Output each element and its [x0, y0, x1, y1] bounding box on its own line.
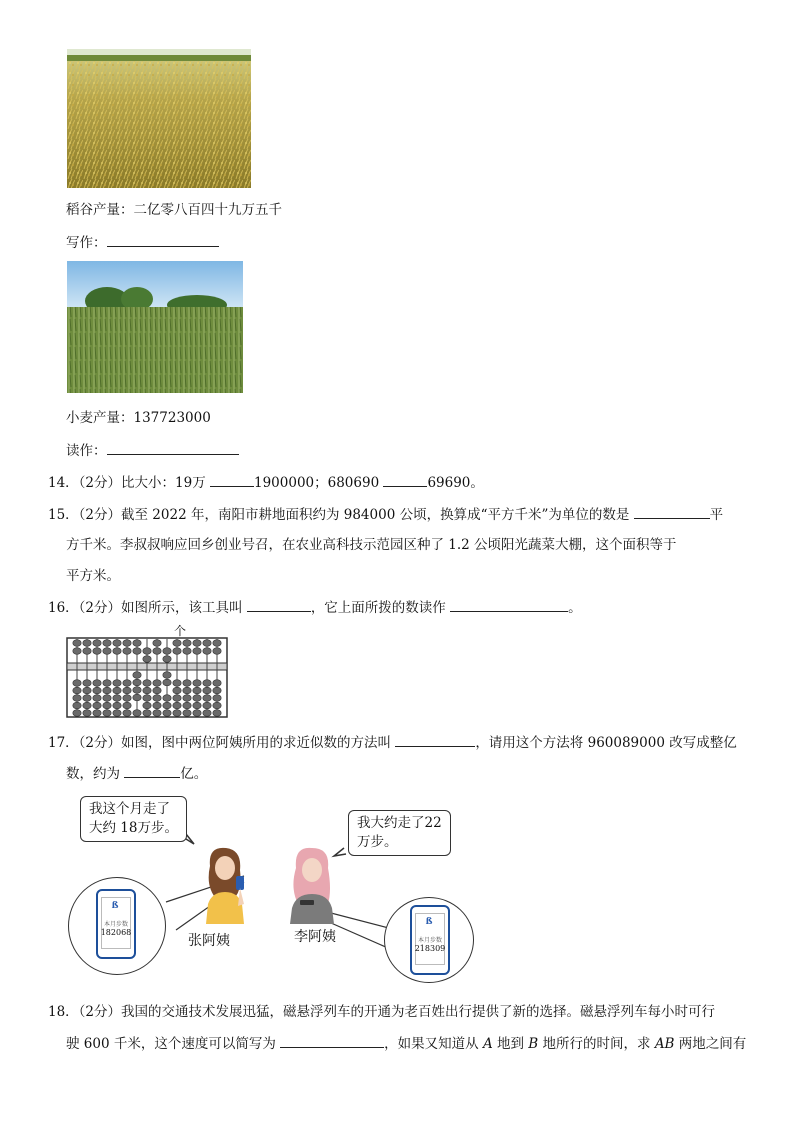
- question-17-line-2: [66, 763, 207, 784]
- phone-li: [410, 905, 450, 975]
- abacus-upper-bead[interactable]: [83, 640, 91, 647]
- abacus-lower-bead[interactable]: [193, 687, 201, 694]
- abacus-lower-bead[interactable]: [83, 702, 91, 709]
- abacus-upper-bead[interactable]: [73, 648, 81, 655]
- abacus-lower-bead[interactable]: [163, 710, 171, 717]
- abacus-lower-bead[interactable]: [113, 687, 121, 694]
- question-15-line-2: 方千米。李叔叔响应回乡创业号召，在农业高科技示范园区种了 1.2 公顷阳光蔬菜大棚，这个面积等于: [66, 537, 677, 553]
- abacus-upper-bead[interactable]: [133, 640, 141, 647]
- abacus-upper-bead[interactable]: [133, 648, 141, 655]
- abacus-upper-bead[interactable]: [113, 648, 121, 655]
- q18-text-a: 驶 600 千米，这个速度可以简写为: [66, 1036, 281, 1052]
- abacus-lower-bead[interactable]: [113, 680, 121, 687]
- name-aunt-zhang: 张阿姨: [188, 933, 230, 949]
- rice-write-blank[interactable]: [107, 232, 219, 247]
- abacus-upper-bead[interactable]: [143, 648, 151, 655]
- q16-text-a: 16．（2分）如图所示，该工具叫: [48, 600, 247, 616]
- walking-steps-illustration: [66, 792, 476, 984]
- abacus-lower-bead[interactable]: [133, 694, 141, 701]
- abacus-lower-bead[interactable]: [123, 680, 131, 687]
- abacus-lower-bead[interactable]: [143, 687, 151, 694]
- abacus-upper-bead[interactable]: [183, 648, 191, 655]
- point-a-label: A: [482, 1036, 493, 1052]
- abacus-lower-bead[interactable]: [193, 702, 201, 709]
- q17-blank-1[interactable]: [395, 732, 475, 747]
- abacus-lower-bead[interactable]: [153, 702, 161, 709]
- abacus-upper-bead[interactable]: [83, 648, 91, 655]
- abacus-upper-bead[interactable]: [103, 640, 111, 647]
- abacus-upper-bead[interactable]: [203, 640, 211, 647]
- abacus-lower-bead[interactable]: [193, 680, 201, 687]
- q14-text-b: 1900000；680690: [254, 475, 384, 491]
- abacus-lower-bead[interactable]: [183, 680, 191, 687]
- ones-place-marker: 个: [174, 624, 187, 638]
- abacus-lower-bead[interactable]: [183, 710, 191, 717]
- phone-zhang-steps: 182068: [100, 928, 132, 937]
- abacus-lower-bead[interactable]: [93, 695, 101, 702]
- abacus-lower-bead[interactable]: [143, 710, 151, 717]
- speech-bubble-zhang: [80, 796, 187, 842]
- abacus-lower-bead[interactable]: [73, 710, 81, 717]
- abacus-lower-bead[interactable]: [83, 687, 91, 694]
- abacus-lower-bead[interactable]: [123, 710, 131, 717]
- aunt-zhang-figure: [192, 844, 256, 924]
- q14-blank-2[interactable]: [383, 472, 427, 487]
- abacus-lower-bead[interactable]: [83, 695, 91, 702]
- q18-text-d: 地到: [492, 1036, 529, 1052]
- abacus-lower-bead[interactable]: [193, 695, 201, 702]
- abacus-lower-bead[interactable]: [113, 710, 121, 717]
- question-14: [48, 472, 484, 493]
- abacus-upper-bead[interactable]: [173, 648, 181, 655]
- aunt-li-figure: [282, 844, 344, 924]
- abacus-lower-bead[interactable]: [173, 710, 181, 717]
- abacus-lower-bead[interactable]: [123, 702, 131, 709]
- abacus-lower-bead[interactable]: [133, 710, 141, 717]
- abacus-lower-bead[interactable]: [113, 702, 121, 709]
- abacus-lower-bead[interactable]: [153, 710, 161, 717]
- abacus-lower-bead[interactable]: [213, 695, 221, 702]
- abacus-lower-bead[interactable]: [173, 702, 181, 709]
- abacus-upper-bead[interactable]: [163, 656, 171, 663]
- abacus-lower-bead[interactable]: [193, 710, 201, 717]
- abacus-upper-bead[interactable]: [123, 640, 131, 647]
- abacus-upper-bead[interactable]: [153, 648, 161, 655]
- abacus-lower-bead[interactable]: [183, 695, 191, 702]
- abacus-lower-bead[interactable]: [83, 710, 91, 717]
- abacus-upper-bead[interactable]: [123, 648, 131, 655]
- abacus-lower-bead[interactable]: [73, 687, 81, 694]
- abacus-lower-bead[interactable]: [123, 687, 131, 694]
- abacus-lower-bead[interactable]: [93, 702, 101, 709]
- abacus-upper-bead[interactable]: [203, 648, 211, 655]
- abacus-upper-bead[interactable]: [213, 640, 221, 647]
- abacus-upper-bead[interactable]: [193, 640, 201, 647]
- abacus-lower-bead[interactable]: [93, 680, 101, 687]
- abacus-lower-bead[interactable]: [153, 687, 161, 694]
- q15-blank-1[interactable]: [634, 504, 710, 519]
- point-b-label: B: [528, 1036, 539, 1052]
- q17-text-c: 数，约为: [66, 766, 125, 782]
- abacus-upper-bead[interactable]: [183, 640, 191, 647]
- question-15-line-1: [48, 504, 723, 525]
- abacus-upper-bead[interactable]: [143, 656, 151, 663]
- bubble-zhang-line-2: 大约 18万步。: [89, 820, 178, 836]
- step-app-icon: ß: [425, 917, 433, 927]
- wheat-field-photo: [67, 261, 243, 393]
- q16-blank-1[interactable]: [247, 597, 311, 612]
- phone-li-title: 本月步数: [417, 937, 442, 944]
- abacus-upper-bead[interactable]: [193, 648, 201, 655]
- q18-blank-1[interactable]: [280, 1033, 384, 1048]
- abacus-lower-bead[interactable]: [103, 695, 111, 702]
- question-16: [48, 597, 582, 618]
- abacus-drawing: [66, 637, 228, 718]
- abacus-lower-bead[interactable]: [143, 702, 151, 709]
- abacus-lower-bead[interactable]: [103, 702, 111, 709]
- abacus-upper-bead[interactable]: [73, 640, 81, 647]
- abacus-upper-bead[interactable]: [153, 640, 161, 647]
- phone-li-steps: 218309: [414, 944, 446, 953]
- abacus-lower-bead[interactable]: [213, 687, 221, 694]
- abacus-lower-bead[interactable]: [143, 695, 151, 702]
- abacus-lower-bead[interactable]: [153, 695, 161, 702]
- abacus-lower-bead[interactable]: [173, 687, 181, 694]
- speech-bubble-li: [348, 810, 451, 856]
- abacus-upper-bead[interactable]: [93, 640, 101, 647]
- phone-zhang: [96, 889, 136, 959]
- abacus-lower-bead[interactable]: [133, 679, 141, 686]
- bubble-zhang-line-1: 我这个月走了: [89, 801, 170, 817]
- q17-text-d: 亿。: [180, 766, 208, 782]
- question-18-line-2: [66, 1033, 746, 1054]
- abacus-lower-bead[interactable]: [213, 710, 221, 717]
- abacus-lower-bead[interactable]: [93, 710, 101, 717]
- abacus-lower-bead[interactable]: [153, 680, 161, 687]
- abacus-lower-bead[interactable]: [203, 680, 211, 687]
- question-17-line-1: [48, 732, 737, 753]
- abacus-lower-bead[interactable]: [203, 687, 211, 694]
- step-app-icon: ß: [111, 901, 119, 911]
- q17-blank-2[interactable]: [124, 763, 180, 778]
- q18-text-h: 两地之间有: [674, 1036, 747, 1052]
- q17-text-a: 17．（2分）如图，图中两位阿姨所用的求近似数的方法叫: [48, 735, 396, 751]
- abacus-lower-bead[interactable]: [183, 702, 191, 709]
- abacus-lower-bead[interactable]: [183, 687, 191, 694]
- q14-blank-1[interactable]: [210, 472, 254, 487]
- abacus-lower-bead[interactable]: [133, 672, 141, 679]
- abacus-lower-bead[interactable]: [103, 687, 111, 694]
- q18-text-b: ，如果又知道从: [384, 1036, 483, 1052]
- q15-text-b: 平: [709, 507, 724, 523]
- wheat-production-label: 小麦产量：137723000: [66, 410, 211, 426]
- abacus-lower-bead[interactable]: [173, 695, 181, 702]
- wheat-read-blank[interactable]: [107, 440, 239, 455]
- rice-field-photo: [67, 49, 251, 188]
- abacus-upper-bead[interactable]: [213, 648, 221, 655]
- abacus-upper-bead[interactable]: [163, 648, 171, 655]
- rice-field-image: [67, 49, 251, 188]
- abacus-lower-bead[interactable]: [73, 680, 81, 687]
- write-label: 写作：: [66, 235, 107, 251]
- wheat-field-image: [67, 261, 243, 393]
- name-aunt-li: 李阿姨: [294, 929, 336, 945]
- abacus-upper-bead[interactable]: [173, 640, 181, 647]
- segment-ab-label: AB: [654, 1036, 675, 1052]
- abacus-lower-bead[interactable]: [133, 687, 141, 694]
- abacus-lower-bead[interactable]: [163, 679, 171, 686]
- abacus-upper-bead[interactable]: [93, 648, 101, 655]
- q15-text-a: 15．（2分）截至 2022 年，南阳市耕地面积约为 984000 公顷，换算成“平方千米”为单位的数是: [48, 507, 634, 523]
- abacus-lower-bead[interactable]: [213, 680, 221, 687]
- abacus-upper-bead[interactable]: [113, 640, 121, 647]
- q16-text-b: ，它上面所拨的数读作: [310, 600, 451, 616]
- abacus-upper-bead[interactable]: [103, 648, 111, 655]
- abacus-lower-bead[interactable]: [203, 702, 211, 709]
- abacus-lower-bead[interactable]: [203, 710, 211, 717]
- abacus-lower-bead[interactable]: [203, 695, 211, 702]
- abacus-lower-bead[interactable]: [163, 695, 171, 702]
- abacus-lower-bead[interactable]: [103, 710, 111, 717]
- abacus-lower-bead[interactable]: [93, 687, 101, 694]
- abacus-lower-bead[interactable]: [73, 702, 81, 709]
- abacus-lower-bead[interactable]: [213, 702, 221, 709]
- abacus-lower-bead[interactable]: [143, 680, 151, 687]
- question-18-line-1: 18．（2分）我国的交通技术发展迅猛，磁悬浮列车的开通为老百姓出行提供了新的选择。磁悬浮列车每小时可行: [48, 1004, 716, 1020]
- bubble-li-line-1: 我大约走了22: [357, 815, 442, 831]
- q18-text-f: 地所行的时间，求: [538, 1036, 655, 1052]
- abacus-lower-bead[interactable]: [163, 702, 171, 709]
- question-15-line-3: 平方米。: [66, 568, 120, 584]
- read-label: 读作：: [66, 443, 107, 459]
- rice-production-label: 稻谷产量：二亿零八百四十九万五千: [66, 202, 282, 218]
- abacus-lower-bead[interactable]: [173, 680, 181, 687]
- abacus-lower-bead[interactable]: [73, 695, 81, 702]
- abacus-lower-bead[interactable]: [163, 672, 171, 679]
- abacus: [66, 637, 228, 718]
- wheat-read-row: [66, 440, 239, 461]
- bubble-li-line-2: 万步。: [357, 834, 398, 850]
- rice-write-row: [66, 232, 219, 253]
- abacus-lower-bead[interactable]: [123, 695, 131, 702]
- phone-zhang-title: 本月步数: [103, 921, 128, 928]
- abacus-lower-bead[interactable]: [83, 680, 91, 687]
- q14-text-c: 69690。: [427, 475, 484, 491]
- abacus-lower-bead[interactable]: [113, 695, 121, 702]
- abacus-lower-bead[interactable]: [103, 680, 111, 687]
- q17-text-b: ，请用这个方法将 960089000 改写成整亿: [475, 735, 737, 751]
- q16-text-c: 。: [568, 600, 582, 616]
- q14-text-a: 14．（2分）比大小：19万: [48, 475, 210, 491]
- q16-blank-2[interactable]: [450, 597, 568, 612]
